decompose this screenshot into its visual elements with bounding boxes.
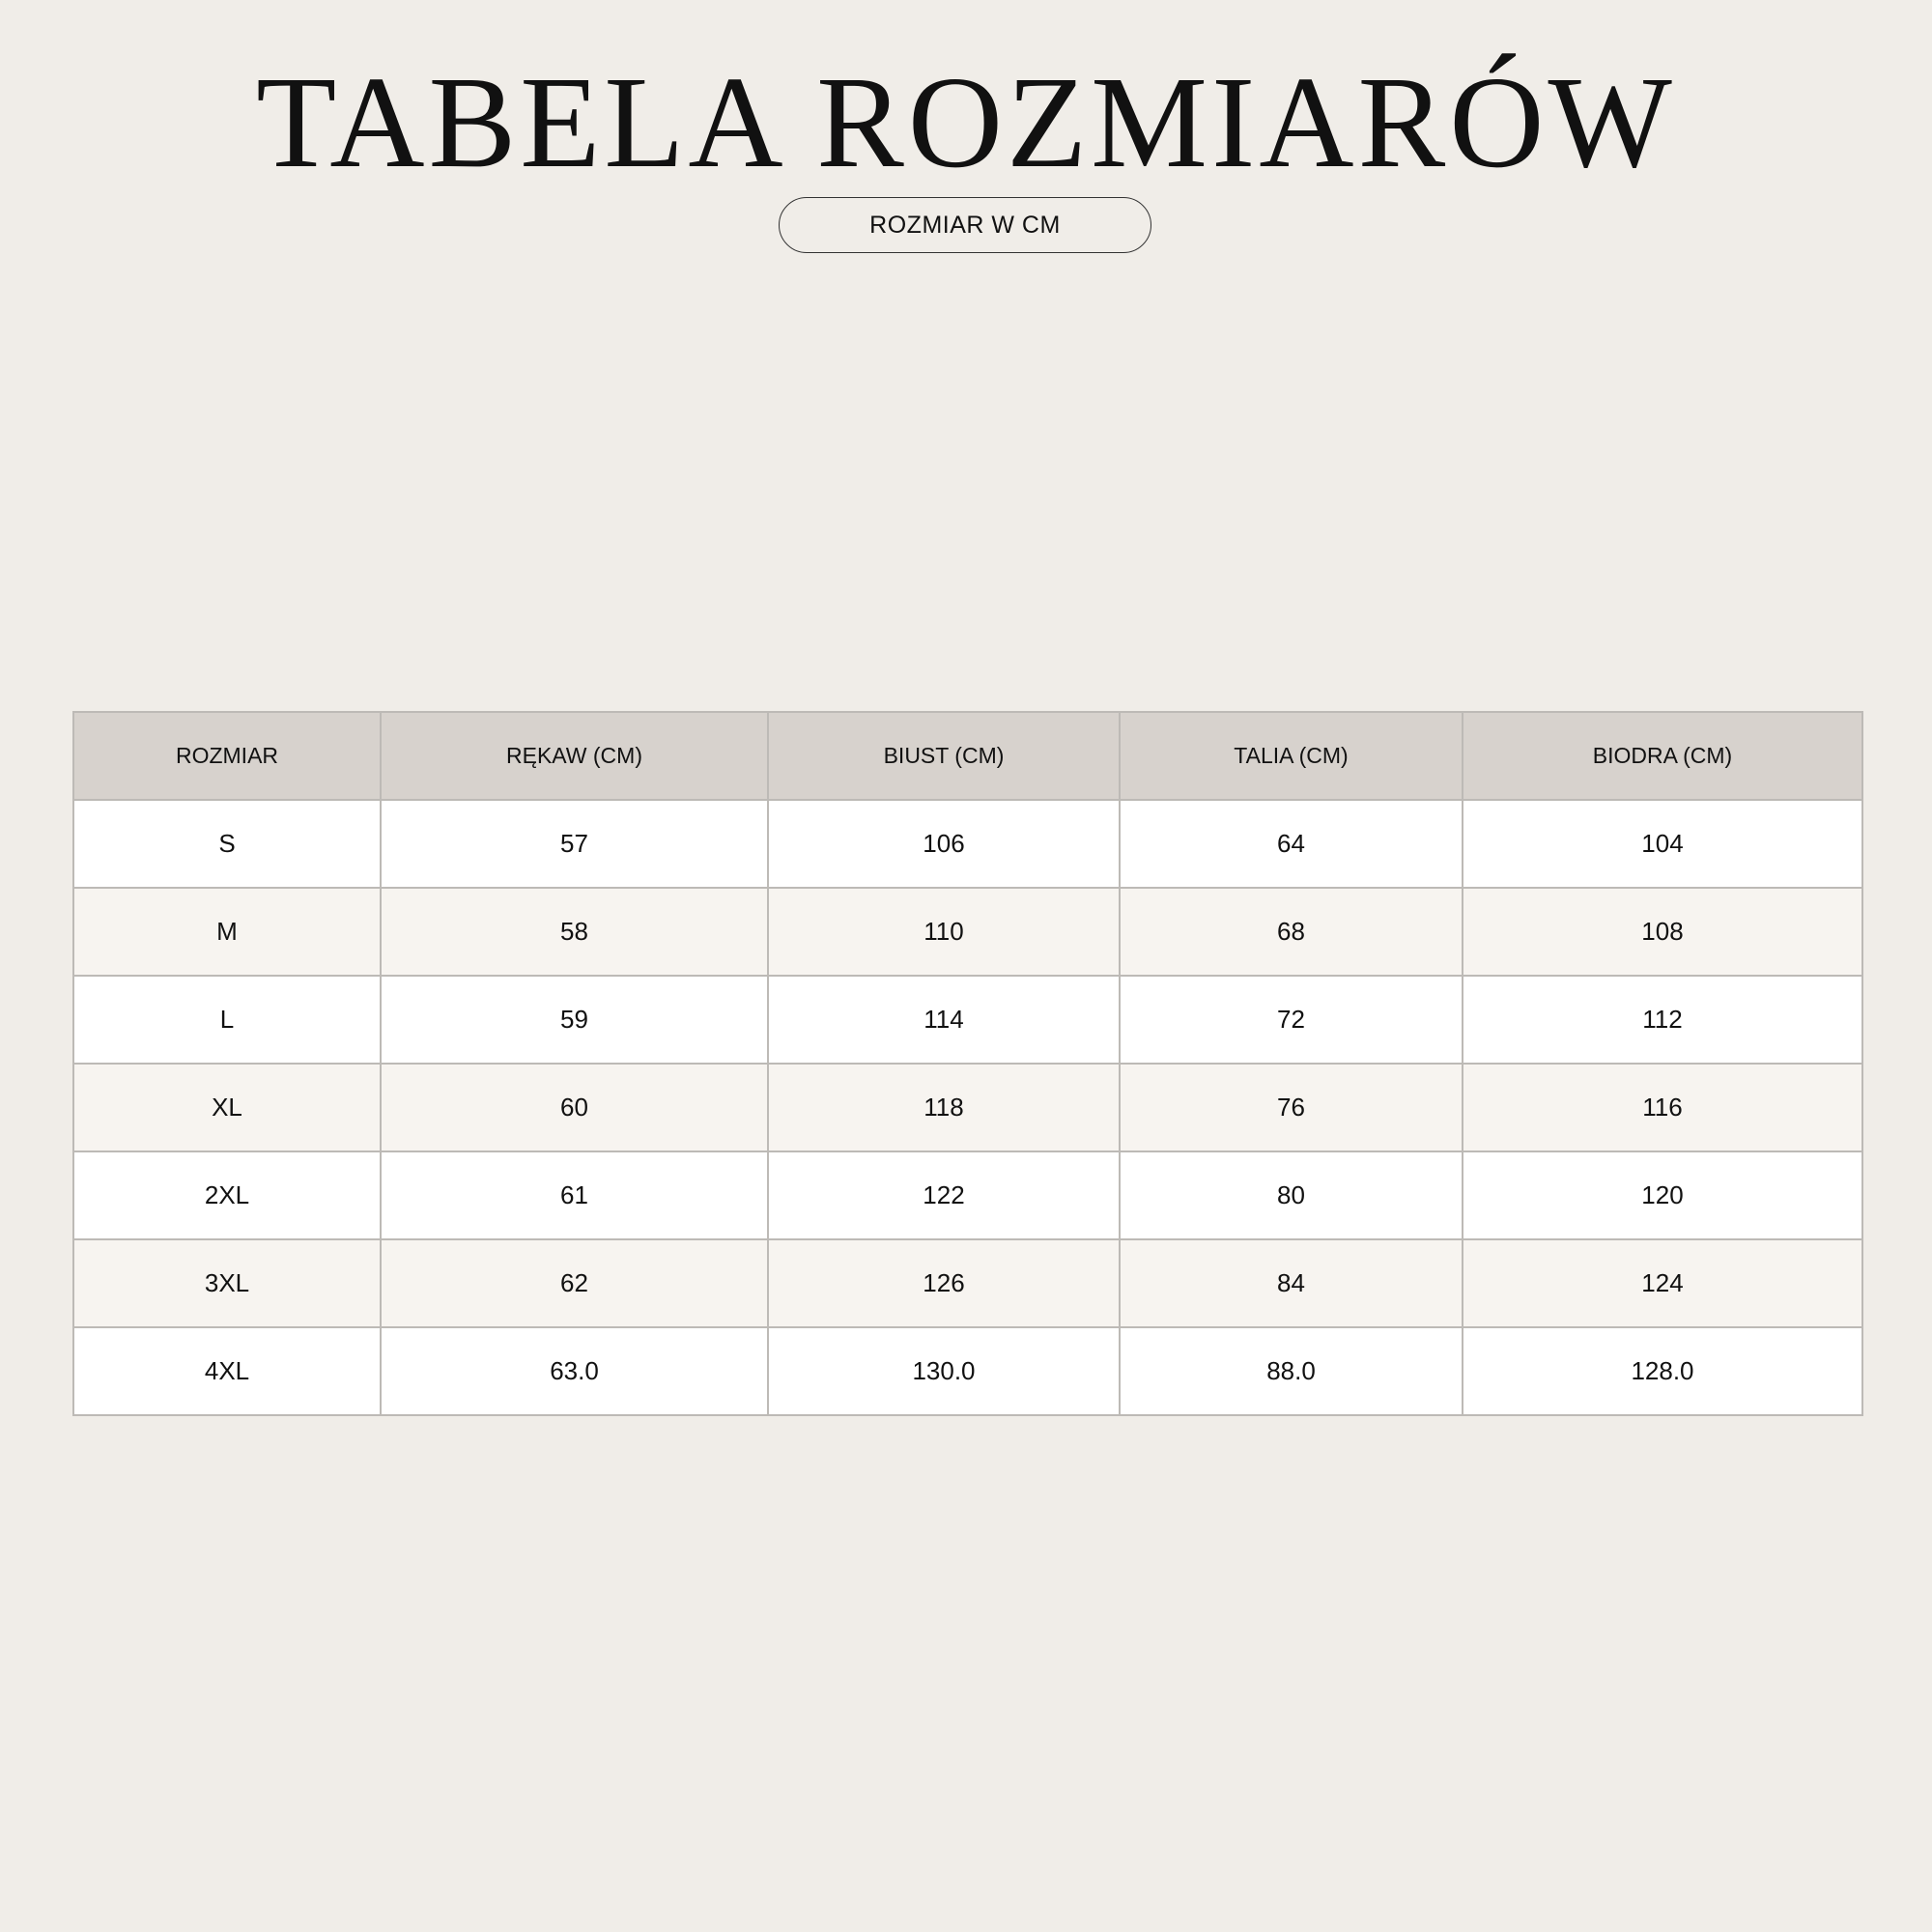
header-cell-bust: BIUST (CM) bbox=[768, 712, 1120, 800]
header-cell-hips: BIODRA (CM) bbox=[1463, 712, 1862, 800]
table-cell: 76 bbox=[1120, 1064, 1463, 1151]
unit-badge bbox=[779, 197, 1151, 253]
table-row bbox=[73, 888, 1862, 976]
unit-label: ROZMIAR W CM bbox=[869, 211, 1061, 239]
table-cell: 112 bbox=[1463, 976, 1862, 1064]
table-cell: 2XL bbox=[73, 1151, 381, 1239]
table-cell: 110 bbox=[768, 888, 1120, 976]
table-cell: 130.0 bbox=[768, 1327, 1120, 1415]
table-cell: 62 bbox=[381, 1239, 768, 1327]
table-cell: 3XL bbox=[73, 1239, 381, 1327]
table-cell: 60 bbox=[381, 1064, 768, 1151]
table-cell: 120 bbox=[1463, 1151, 1862, 1239]
table-cell: 128.0 bbox=[1463, 1327, 1862, 1415]
table-cell: 106 bbox=[768, 800, 1120, 888]
table-cell: 122 bbox=[768, 1151, 1120, 1239]
header-cell-sleeve: RĘKAW (CM) bbox=[381, 712, 768, 800]
table-cell: 68 bbox=[1120, 888, 1463, 976]
table-cell: 114 bbox=[768, 976, 1120, 1064]
table-row bbox=[73, 1151, 1862, 1239]
table-header-row bbox=[73, 712, 1862, 800]
table-cell: L bbox=[73, 976, 381, 1064]
table-row bbox=[73, 1239, 1862, 1327]
table-cell: 72 bbox=[1120, 976, 1463, 1064]
table-cell: 126 bbox=[768, 1239, 1120, 1327]
table-cell: 61 bbox=[381, 1151, 768, 1239]
table-cell: 104 bbox=[1463, 800, 1862, 888]
table-cell: 108 bbox=[1463, 888, 1862, 976]
table-cell: 116 bbox=[1463, 1064, 1862, 1151]
page-title: TABELA ROZMIARÓW bbox=[256, 50, 1676, 195]
table-cell: 57 bbox=[381, 800, 768, 888]
table-cell: 58 bbox=[381, 888, 768, 976]
table-row bbox=[73, 1327, 1862, 1415]
table-cell: XL bbox=[73, 1064, 381, 1151]
table-row bbox=[73, 800, 1862, 888]
table-cell: 84 bbox=[1120, 1239, 1463, 1327]
table-row bbox=[73, 1064, 1862, 1151]
table-cell: M bbox=[73, 888, 381, 976]
table-cell: S bbox=[73, 800, 381, 888]
table-cell: 63.0 bbox=[381, 1327, 768, 1415]
table-cell: 4XL bbox=[73, 1327, 381, 1415]
table-cell: 118 bbox=[768, 1064, 1120, 1151]
table-cell: 80 bbox=[1120, 1151, 1463, 1239]
table-cell: 59 bbox=[381, 976, 768, 1064]
table-cell: 124 bbox=[1463, 1239, 1862, 1327]
table-row bbox=[73, 976, 1862, 1064]
table-cell: 64 bbox=[1120, 800, 1463, 888]
size-table bbox=[72, 711, 1863, 1416]
header-cell-size: ROZMIAR bbox=[73, 712, 381, 800]
table-cell: 88.0 bbox=[1120, 1327, 1463, 1415]
header-cell-waist: TALIA (CM) bbox=[1120, 712, 1463, 800]
